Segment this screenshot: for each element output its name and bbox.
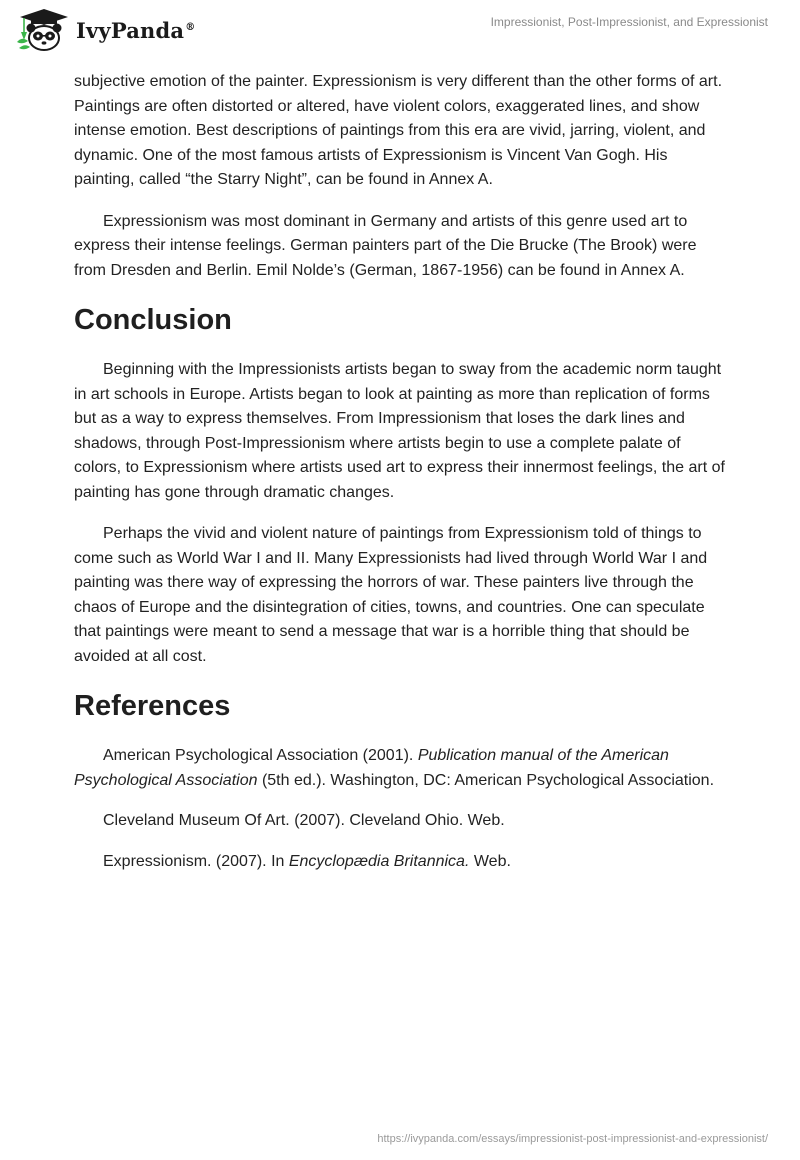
heading-conclusion: Conclusion [74, 304, 232, 336]
reference-text: American Psychological Association (2001). [103, 747, 418, 764]
reference-item-apa [74, 744, 730, 793]
reference-text: (5th ed.). Washington, DC: American Psychological Association. [257, 771, 715, 789]
paragraph-conclusion-2: Perhaps the vivid and violent nature of paintings from Expressionism told of things to come such as World War I and II. Many Expressionists had lived through World War I and painting was there way of expressing the horrors of war. These painters live through the chaos of Europe and the disintegration of cities, towns, and countries. One can speculate that paintings were meant to send a message that war is a horrible thing that should be avoided at all cost. [74, 525, 708, 665]
panda-graduate-icon [14, 8, 70, 52]
paragraph-expressionism-intro: subjective emotion of the painter. Expressionism is very different than the other forms of art. Paintings are often distorted or altered, have violent colors, exaggerated lines, and show intense emotion. Best descriptions of paintings from this era are vivid, jarring, violent, and dynamic. One of the most famous artists of Expressionism is Vincent Van Gogh. His painting, called “the Starry Night”, can be found in Annex A. [74, 73, 723, 188]
reference-text: Web. [469, 852, 511, 870]
paragraph-expressionism-germany: Expressionism was most dominant in Germany and artists of this genre used art to express their intense feelings. German painters part of the Die Brucke (The Brook) were from Dresden and Berlin. Emil Nolde’s (German, 1867-1956) can be found in Annex A. [74, 212, 697, 279]
document-title: Impressionist, Post-Impressionist, and Expressionist [490, 15, 768, 29]
source-url[interactable]: https://ivypanda.com/essays/impressionist-post-impressionist-and-expressionist/ [377, 1133, 768, 1145]
reference-item-cleveland [74, 809, 730, 834]
reference-title: Publication manual of the American Psychological Association [74, 747, 669, 789]
heading-references: References [74, 690, 231, 722]
paragraph-conclusion-1: Beginning with the Impressionists artists began to sway from the academic norm taught in art schools in Europe. Artists began to look at painting as more than replication of forms but as a way to express themselves. From Impressionism that loses the dark lines and shadows, through Post-Impressionism where artists begin to use a complete palate of colors, to Expressionism where artists used art to express their innermost feelings, the art of painting has gone through dramatic changes. [74, 361, 725, 501]
registered-mark: ® [185, 21, 196, 33]
reference-text: Cleveland Museum Of Art. (2007). Cleveland Ohio. Web. [103, 812, 505, 829]
reference-item-britannica [74, 850, 730, 875]
ivypanda-logo[interactable] [14, 8, 195, 52]
brand-label: IvyPanda [76, 17, 185, 43]
page-header [0, 0, 800, 60]
reference-title: Encyclopædia Britannica. [288, 852, 470, 870]
document-body [74, 70, 730, 890]
brand-name [76, 18, 195, 43]
reference-text: Expressionism. (2007). In [103, 852, 289, 870]
